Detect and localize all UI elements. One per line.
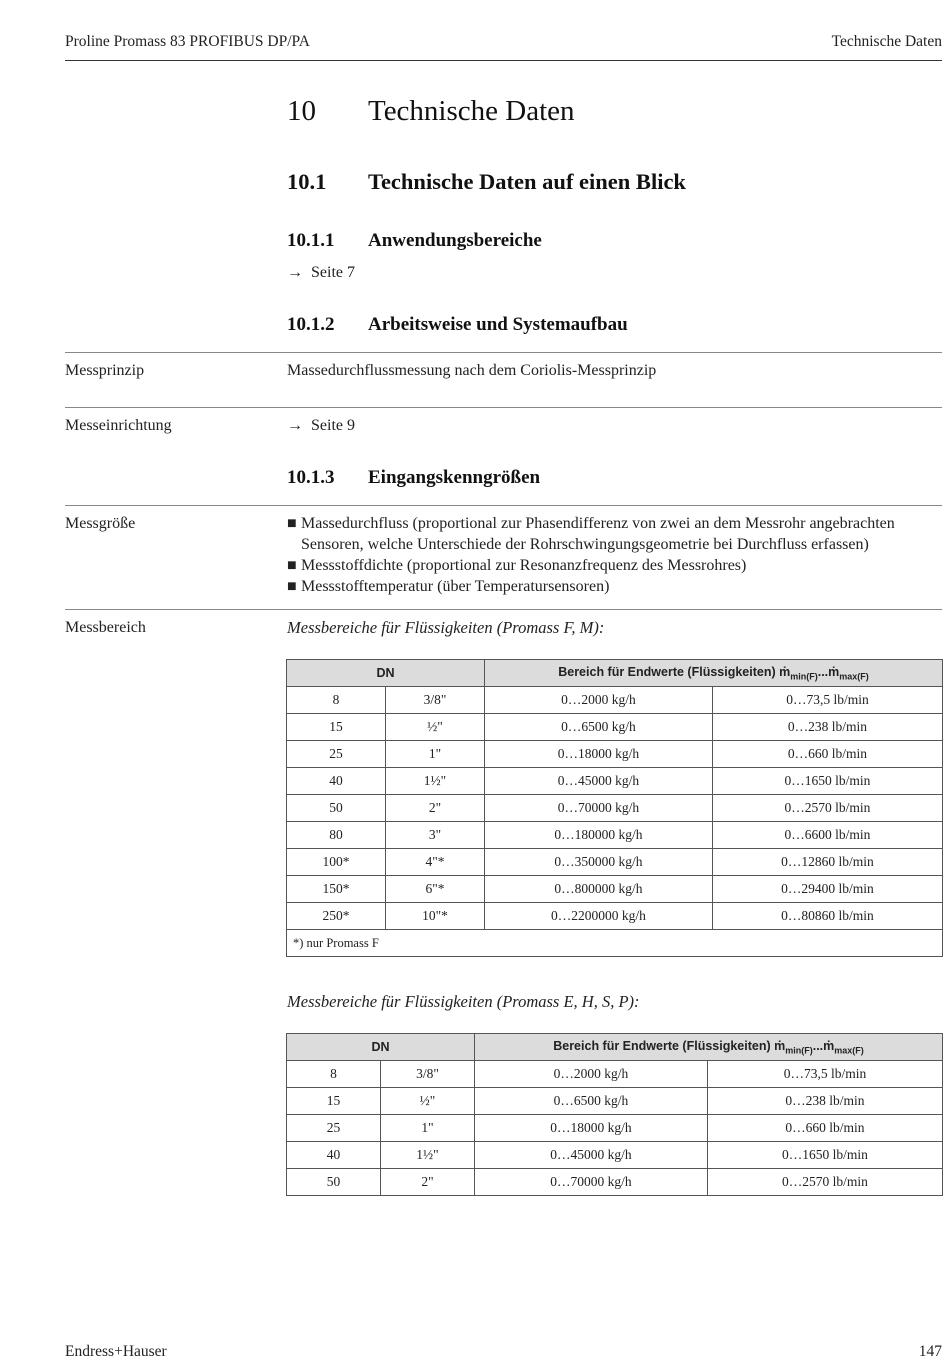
cell-dn-mm: 25 xyxy=(287,1115,381,1142)
chapter-title: Technische Daten xyxy=(368,95,575,127)
table-row xyxy=(287,849,943,876)
table-2-caption: Messbereiche für Flüssigkeiten (Promass E, H, S, P): xyxy=(287,992,640,1011)
page-reference-text: Seite 7 xyxy=(311,264,355,281)
table-2 xyxy=(286,1033,943,1196)
cell-range-imperial: 0…6600 lb/min xyxy=(713,822,943,849)
header-sub-min: min(F) xyxy=(785,1045,813,1056)
cell-dn-mm: 25 xyxy=(287,741,386,768)
cell-dn-inch: 4"* xyxy=(386,849,485,876)
table-header-row xyxy=(287,1034,943,1061)
subsection-1-heading xyxy=(287,230,887,256)
cell-dn-inch: 2" xyxy=(381,1169,475,1196)
cell-dn-mm: 8 xyxy=(287,687,386,714)
cell-range-imperial: 0…73,5 lb/min xyxy=(708,1061,943,1088)
bullet-square-icon: ■ xyxy=(287,515,297,532)
row-label-messprinzip: Messprinzip xyxy=(65,362,145,379)
arrow-right-icon: → xyxy=(287,264,303,281)
table-note-row xyxy=(287,930,943,957)
header-sub-max: max(F) xyxy=(834,1045,864,1056)
subsection-2-number: 10.1.2 xyxy=(287,314,335,335)
header-dn: DN xyxy=(287,1034,475,1061)
header-range-dots: ...ṁ xyxy=(812,1038,835,1053)
cell-dn-mm: 15 xyxy=(287,714,386,741)
cell-dn-mm: 50 xyxy=(287,795,386,822)
table-row xyxy=(287,1088,943,1115)
subsection-3-title: Eingangskenngrößen xyxy=(368,467,541,488)
header-range xyxy=(485,660,943,687)
table-1-caption: Messbereiche für Flüssigkeiten (Promass F, M): xyxy=(287,618,605,637)
table-row xyxy=(287,714,943,741)
cell-range-imperial: 0…73,5 lb/min xyxy=(713,687,943,714)
table-footnote: *) nur Promass F xyxy=(287,930,943,957)
list-item-text: Sensoren, welche Unterschiede der Rohrschwingungsgeometrie bei Durchfluss erfassen) xyxy=(301,536,869,553)
cell-dn-inch: 2" xyxy=(386,795,485,822)
table-row xyxy=(287,1169,943,1196)
subsection-1-number: 10.1.1 xyxy=(287,230,335,251)
cell-range-imperial: 0…2570 lb/min xyxy=(713,795,943,822)
table-row xyxy=(287,876,943,903)
cell-dn-mm: 40 xyxy=(287,1142,381,1169)
header-range-dots: ...ṁ xyxy=(817,664,840,679)
header-range-text: Bereich für Endwerte (Flüssigkeiten) ṁ xyxy=(558,664,791,679)
cell-range-metric: 0…2000 kg/h xyxy=(475,1061,708,1088)
cell-dn-mm: 100* xyxy=(287,849,386,876)
cell-range-imperial: 0…12860 lb/min xyxy=(713,849,943,876)
table-row xyxy=(287,1115,943,1142)
cell-range-imperial: 0…238 lb/min xyxy=(713,714,943,741)
cell-dn-inch: 1" xyxy=(386,741,485,768)
chapter-heading xyxy=(287,95,887,131)
header-range xyxy=(475,1034,943,1061)
list-item-text: Messstoffdichte (proportional zur Resonanzfrequenz des Messrohres) xyxy=(301,557,747,574)
table-row xyxy=(287,903,943,930)
header-range-text: Bereich für Endwerte (Flüssigkeiten) ṁ xyxy=(553,1038,786,1053)
messeinrichtung-reference-link[interactable] xyxy=(287,417,355,435)
arrow-right-icon: → xyxy=(287,417,303,434)
row-divider xyxy=(65,352,942,353)
cell-range-metric: 0…350000 kg/h xyxy=(485,849,713,876)
cell-dn-inch: 1½" xyxy=(386,768,485,795)
cell-dn-inch: 1½" xyxy=(381,1142,475,1169)
cell-range-imperial: 0…238 lb/min xyxy=(708,1088,943,1115)
bullet-square-icon: ■ xyxy=(287,557,297,574)
subsection-3-number: 10.1.3 xyxy=(287,467,335,488)
cell-range-metric: 0…800000 kg/h xyxy=(485,876,713,903)
section-title: Technische Daten auf einen Blick xyxy=(368,169,686,194)
row-divider xyxy=(65,407,942,408)
subsection-1-title: Anwendungsbereiche xyxy=(368,230,542,251)
chapter-number: 10 xyxy=(287,95,316,127)
table-1 xyxy=(286,659,943,957)
list-item xyxy=(287,555,937,576)
page-reference-link[interactable] xyxy=(287,264,355,282)
table-row xyxy=(287,1061,943,1088)
cell-dn-mm: 8 xyxy=(287,1061,381,1088)
table-row xyxy=(287,1142,943,1169)
cell-dn-mm: 80 xyxy=(287,822,386,849)
cell-range-metric: 0…6500 kg/h xyxy=(485,714,713,741)
cell-dn-mm: 150* xyxy=(287,876,386,903)
cell-range-metric: 0…180000 kg/h xyxy=(485,822,713,849)
bullet-square-icon: ■ xyxy=(287,578,297,595)
table-row xyxy=(287,822,943,849)
cell-range-metric: 0…2000 kg/h xyxy=(485,687,713,714)
row-divider xyxy=(65,609,942,610)
table-row xyxy=(287,741,943,768)
row-label-messbereich: Messbereich xyxy=(65,619,146,636)
subsection-2-heading xyxy=(287,314,887,340)
cell-range-imperial: 0…660 lb/min xyxy=(708,1115,943,1142)
cell-range-imperial: 0…2570 lb/min xyxy=(708,1169,943,1196)
header-sub-max: max(F) xyxy=(839,671,869,682)
cell-range-metric: 0…6500 kg/h xyxy=(475,1088,708,1115)
row-label-messgroesse: Messgröße xyxy=(65,515,136,532)
running-header-right: Technische Daten xyxy=(831,33,942,50)
cell-range-metric: 0…45000 kg/h xyxy=(485,768,713,795)
cell-range-imperial: 0…1650 lb/min xyxy=(708,1142,943,1169)
running-header-left: Proline Promass 83 PROFIBUS DP/PA xyxy=(65,33,310,50)
subsection-3-heading xyxy=(287,467,887,493)
row-value-messprinzip: Massedurchflussmessung nach dem Coriolis-Messprinzip xyxy=(287,362,657,379)
cell-dn-mm: 15 xyxy=(287,1088,381,1115)
list-item xyxy=(287,513,937,555)
cell-dn-inch: 1" xyxy=(381,1115,475,1142)
header-rule xyxy=(65,60,942,61)
cell-dn-inch: 3/8" xyxy=(381,1061,475,1088)
header-sub-min: min(F) xyxy=(790,671,818,682)
header-dn: DN xyxy=(287,660,485,687)
table-row xyxy=(287,687,943,714)
cell-range-metric: 0…70000 kg/h xyxy=(475,1169,708,1196)
section-number: 10.1 xyxy=(287,169,327,194)
cell-dn-inch: 6"* xyxy=(386,876,485,903)
table-row xyxy=(287,795,943,822)
list-item-text: Massedurchfluss (proportional zur Phasendifferenz von zwei an dem Messrohr angebrachten xyxy=(301,515,895,532)
cell-range-imperial: 0…29400 lb/min xyxy=(713,876,943,903)
cell-dn-inch: 3/8" xyxy=(386,687,485,714)
cell-range-metric: 0…70000 kg/h xyxy=(485,795,713,822)
subsection-2-title: Arbeitsweise und Systemaufbau xyxy=(368,314,628,335)
cell-dn-mm: 40 xyxy=(287,768,386,795)
row-divider xyxy=(65,505,942,506)
cell-dn-mm: 250* xyxy=(287,903,386,930)
cell-dn-inch: ½" xyxy=(381,1088,475,1115)
cell-range-imperial: 0…80860 lb/min xyxy=(713,903,943,930)
table-row xyxy=(287,768,943,795)
list-item xyxy=(287,576,937,597)
cell-dn-mm: 50 xyxy=(287,1169,381,1196)
cell-dn-inch: ½" xyxy=(386,714,485,741)
cell-range-imperial: 0…1650 lb/min xyxy=(713,768,943,795)
cell-range-imperial: 0…660 lb/min xyxy=(713,741,943,768)
cell-dn-inch: 3" xyxy=(386,822,485,849)
row-label-messeinrichtung: Messeinrichtung xyxy=(65,417,172,434)
cell-range-metric: 0…18000 kg/h xyxy=(475,1115,708,1142)
messeinrichtung-reference-text: Seite 9 xyxy=(311,417,355,434)
cell-range-metric: 0…2200000 kg/h xyxy=(485,903,713,930)
page-number: 147 xyxy=(918,1343,942,1360)
cell-range-metric: 0…45000 kg/h xyxy=(475,1142,708,1169)
cell-range-metric: 0…18000 kg/h xyxy=(485,741,713,768)
cell-dn-inch: 10"* xyxy=(386,903,485,930)
messgroesse-bullet-list xyxy=(287,513,937,597)
list-item-text: Messstofftemperatur (über Temperatursensoren) xyxy=(301,578,610,595)
section-heading xyxy=(287,169,887,199)
footer-brand: Endress+Hauser xyxy=(65,1343,167,1360)
table-header-row xyxy=(287,660,943,687)
